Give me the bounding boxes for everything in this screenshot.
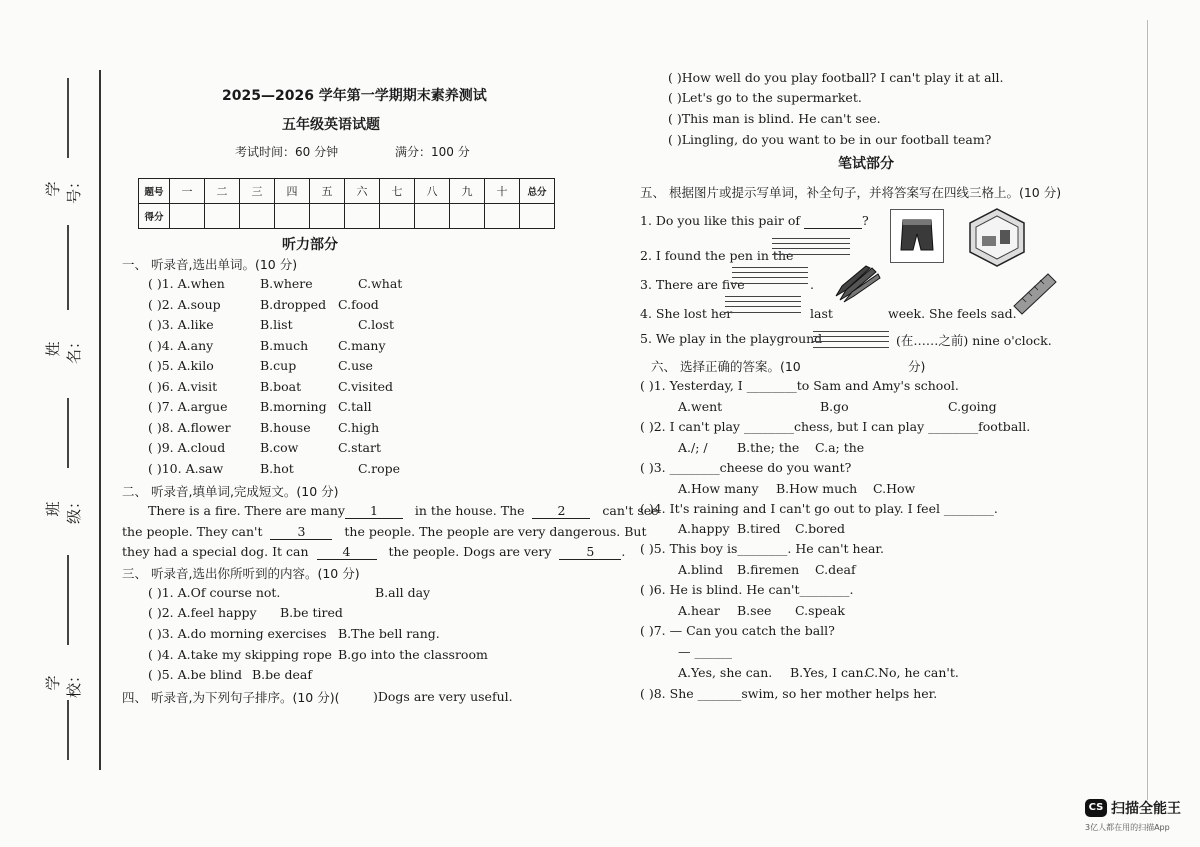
section-2-title: 二、 听录音,填单词,完成短文。(10 分) — [122, 484, 339, 499]
s6-q1: ( )1. Yesterday, I ________to Sam and Amy's school. — [640, 378, 959, 393]
s6-q2-a: A./; / — [678, 440, 708, 455]
s1-q2-c: C.food — [338, 297, 379, 312]
s3-q2-b: B.be tired — [280, 605, 343, 620]
s2-text: the people. They can't — [122, 524, 263, 539]
s1-q10: ( )10. A.saw — [148, 461, 224, 476]
score-table-total: 总分 — [520, 179, 555, 204]
section-4-title: 四、 听录音,为下列句子排序。(10 分)( — [122, 690, 340, 705]
s5-q4-last: last — [810, 306, 833, 321]
s1-q1: ( )1. A.when — [148, 276, 225, 291]
score-table-col: 一 — [170, 179, 205, 204]
score-cell[interactable] — [275, 204, 310, 229]
four-line-grid[interactable] — [725, 296, 801, 313]
s5-q4-end: week. She feels sad. — [888, 306, 1017, 321]
binding-line-5 — [67, 700, 69, 760]
s4-q2: ( )How well do you play football? I can't play it at all. — [668, 70, 1004, 85]
s6-q7-a: A.Yes, she can. — [678, 665, 773, 680]
s5-q3: 3. There are five — [640, 277, 745, 292]
s1-q5-b: B.cup — [260, 358, 297, 373]
score-table-col: 六 — [345, 179, 380, 204]
s3-q5: ( )5. A.be blind — [148, 667, 243, 682]
s1-q8-c: C.high — [338, 420, 380, 435]
s1-q1-b: B.where — [260, 276, 313, 291]
section-1-title: 一、 听录音,选出单词。(10 分) — [122, 257, 298, 272]
watermark-name: 扫描全能王 — [1111, 801, 1181, 817]
s5-q5-end: (在……之前) nine o'clock. — [896, 333, 1052, 348]
s6-q5: ( )5. This boy is________. He can't hear. — [640, 541, 885, 556]
s3-q4-b: B.go into the classroom — [338, 647, 488, 662]
exam-subtitle: 五年级英语试题 — [282, 117, 380, 133]
blank-2[interactable]: 2 — [532, 503, 590, 519]
s1-q8: ( )8. A.flower — [148, 420, 231, 435]
s1-q8-b: B.house — [260, 420, 311, 435]
section-6-title: 六、 选择正确的答案。(10 — [651, 359, 801, 374]
s6-q3-c: C.How — [873, 481, 916, 496]
s1-q3-b: B.list — [260, 317, 293, 332]
score-table-col: 七 — [380, 179, 415, 204]
four-line-grid[interactable] — [813, 331, 889, 348]
s6-q6: ( )6. He is blind. He can't________. — [640, 582, 854, 597]
s4-q5: ( )Lingling, do you want to be in our football team? — [668, 132, 992, 147]
s6-q1-b: B.go — [820, 399, 849, 414]
s2-text: the people. The people are very dangerous. But — [344, 524, 647, 539]
ruler-picture — [1010, 270, 1060, 316]
s1-q10-c: C.rope — [358, 461, 400, 476]
score-cell[interactable] — [485, 204, 520, 229]
s2-line-2 — [122, 524, 647, 540]
score-table-row1-label: 题号 — [139, 179, 170, 204]
s1-q6-b: B.boat — [260, 379, 302, 394]
s1-q4-b: B.much — [260, 338, 309, 353]
s6-q5-a: A.blind — [678, 562, 724, 577]
s6-q2-c: C.a; the — [815, 440, 865, 455]
s1-q5-c: C.use — [338, 358, 373, 373]
score-table-col: 九 — [450, 179, 485, 204]
s1-q7: ( )7. A.argue — [148, 399, 228, 414]
s2-text: . — [621, 544, 626, 559]
scanner-watermark — [1085, 798, 1181, 833]
s1-q10-b: B.hot — [260, 461, 294, 476]
s5-q4: 4. She lost her — [640, 306, 733, 321]
section-5-title: 五、 根据图片或提示写单词，补全句子，并将答案写在四线三格上。(10 分) — [640, 185, 1062, 200]
s5-q1-blank[interactable] — [804, 213, 862, 229]
s6-q6-a: A.hear — [678, 603, 720, 618]
s1-q4: ( )4. A.any — [148, 338, 214, 353]
blank-4[interactable]: 4 — [317, 544, 377, 560]
exam-title: 2025—2026 学年第一学期期末素养测试 — [222, 88, 487, 104]
pencils-picture — [832, 262, 882, 304]
s6-q8: ( )8. She _______swim, so her mother helps her. — [640, 686, 938, 701]
score-table-row2-label: 得分 — [139, 204, 170, 229]
s6-q3: ( )3. ________cheese do you want? — [640, 460, 852, 475]
s6-q7-c: C.No, he can't. — [865, 665, 959, 680]
binding-line-3 — [67, 398, 69, 468]
s2-text: There is a fire. There are many — [148, 503, 345, 518]
score-table-col: 五 — [310, 179, 345, 204]
s2-text: can't see — [602, 503, 659, 518]
s1-q7-c: C.tall — [338, 399, 372, 414]
binding-line-1 — [67, 78, 69, 158]
s2-line-3 — [122, 544, 625, 560]
s2-line-1 — [148, 503, 659, 519]
s6-q7-dash: — ______ — [678, 644, 732, 659]
s3-q3-b: B.The bell rang. — [338, 626, 440, 641]
s4-q4: ( )This man is blind. He can't see. — [668, 111, 881, 126]
s1-q7-b: B.morning — [260, 399, 327, 414]
s3-q1: ( )1. A.Of course not. — [148, 585, 281, 600]
exam-time: 考试时间：60 分钟 — [235, 145, 339, 159]
s6-q4-a: A.happy — [678, 521, 730, 536]
s6-q4-c: C.bored — [795, 521, 845, 536]
section-3-title: 三、 听录音,选出你所听到的内容。(10 分) — [122, 566, 360, 581]
s6-q3-a: A.How many — [678, 481, 759, 496]
s1-q2: ( )2. A.soup — [148, 297, 221, 312]
score-cell[interactable] — [415, 204, 450, 229]
s6-q7: ( )7. — Can you catch the ball? — [640, 623, 835, 638]
s6-q3-b: B.How much — [776, 481, 858, 496]
score-cell[interactable] — [520, 204, 555, 229]
s2-text: they had a special dog. It can — [122, 544, 309, 559]
bedroom-picture — [966, 206, 1028, 268]
score-cell[interactable] — [345, 204, 380, 229]
s6-q4-b: B.tired — [737, 521, 781, 536]
class-label: 班级： — [44, 493, 83, 524]
s6-q2: ( )2. I can't play ________chess, but I can play ________football. — [640, 419, 1031, 434]
writing-heading: 笔试部分 — [838, 156, 894, 172]
s6-q6-b: B.see — [737, 603, 772, 618]
watermark-tagline: 3亿人都在用的扫描App — [1085, 823, 1170, 832]
blank-3[interactable]: 3 — [270, 524, 332, 540]
s1-q9-c: C.start — [338, 440, 381, 455]
s4-q1: )Dogs are very useful. — [373, 689, 513, 704]
s5-q3-end: . — [810, 277, 814, 292]
s1-q6-c: C.visited — [338, 379, 393, 394]
student-no-label: 学号： — [44, 173, 83, 204]
s3-q4: ( )4. A.take my skipping rope — [148, 647, 332, 662]
score-table — [138, 178, 555, 229]
binding-line-2 — [67, 225, 69, 310]
score-cell[interactable] — [450, 204, 485, 229]
s3-q3: ( )3. A.do morning exercises — [148, 626, 327, 641]
binding-line-4 — [67, 555, 69, 645]
four-line-grid[interactable] — [772, 238, 850, 255]
s3-q1-b: B.all day — [375, 585, 431, 600]
four-line-grid[interactable] — [732, 267, 808, 284]
shorts-picture — [890, 209, 944, 263]
s1-q9-b: B.cow — [260, 440, 299, 455]
s5-q1 — [640, 213, 869, 229]
s1-q5: ( )5. A.kilo — [148, 358, 214, 373]
s1-q3: ( )3. A.like — [148, 317, 214, 332]
score-table-col: 十 — [485, 179, 520, 204]
s3-q5-b: B.be deaf — [252, 667, 313, 682]
blank-1[interactable]: 1 — [345, 503, 403, 519]
score-table-col: 三 — [240, 179, 275, 204]
margin-rule — [99, 70, 101, 770]
s5-q1-text: 1. Do you like this pair of — [640, 213, 800, 228]
s6-q1-a: A.went — [678, 399, 723, 414]
s6-q4: ( )4. It's raining and I can't go out to play. I feel ________. — [640, 501, 998, 516]
score-cell[interactable] — [240, 204, 275, 229]
s6-q2-b: B.the; the — [737, 440, 800, 455]
s4-q3: ( )Let's go to the supermarket. — [668, 90, 862, 105]
s6-q5-b: B.firemen — [737, 562, 800, 577]
s6-q5-c: C.deaf — [815, 562, 856, 577]
s6-q7-b: B.Yes, I can. — [790, 665, 868, 680]
school-label: 学校： — [44, 667, 83, 698]
s2-text: the people. Dogs are very — [388, 544, 552, 559]
s1-q6: ( )6. A.visit — [148, 379, 218, 394]
score-table-col: 八 — [415, 179, 450, 204]
s1-q2-b: B.dropped — [260, 297, 327, 312]
s1-q9: ( )9. A.cloud — [148, 440, 226, 455]
s1-q1-c: C.what — [358, 276, 403, 291]
s1-q3-c: C.lost — [358, 317, 395, 332]
s5-q1-end: ? — [861, 213, 869, 228]
camscanner-logo-icon: CS — [1085, 799, 1107, 817]
score-table-col: 四 — [275, 179, 310, 204]
score-cell[interactable] — [205, 204, 240, 229]
s5-q2: 2. I found the pen in the — [640, 248, 794, 263]
s6-q6-c: C.speak — [795, 603, 845, 618]
score-cell[interactable] — [310, 204, 345, 229]
blank-5[interactable]: 5 — [559, 544, 621, 560]
exam-full-score: 满分：100 分 — [395, 145, 470, 159]
score-cell[interactable] — [380, 204, 415, 229]
name-label: 姓名： — [44, 333, 83, 364]
s5-q5: 5. We play in the playground — [640, 331, 823, 346]
score-table-col: 二 — [205, 179, 240, 204]
s2-text: in the house. The — [414, 503, 525, 518]
s6-q1-c: C.going — [948, 399, 997, 414]
page-edge — [1147, 20, 1148, 800]
listening-heading: 听力部分 — [282, 237, 338, 253]
score-cell[interactable] — [170, 204, 205, 229]
section-6-title-end: 分) — [908, 359, 926, 374]
s3-q2: ( )2. A.feel happy — [148, 605, 257, 620]
s1-q4-c: C.many — [338, 338, 386, 353]
